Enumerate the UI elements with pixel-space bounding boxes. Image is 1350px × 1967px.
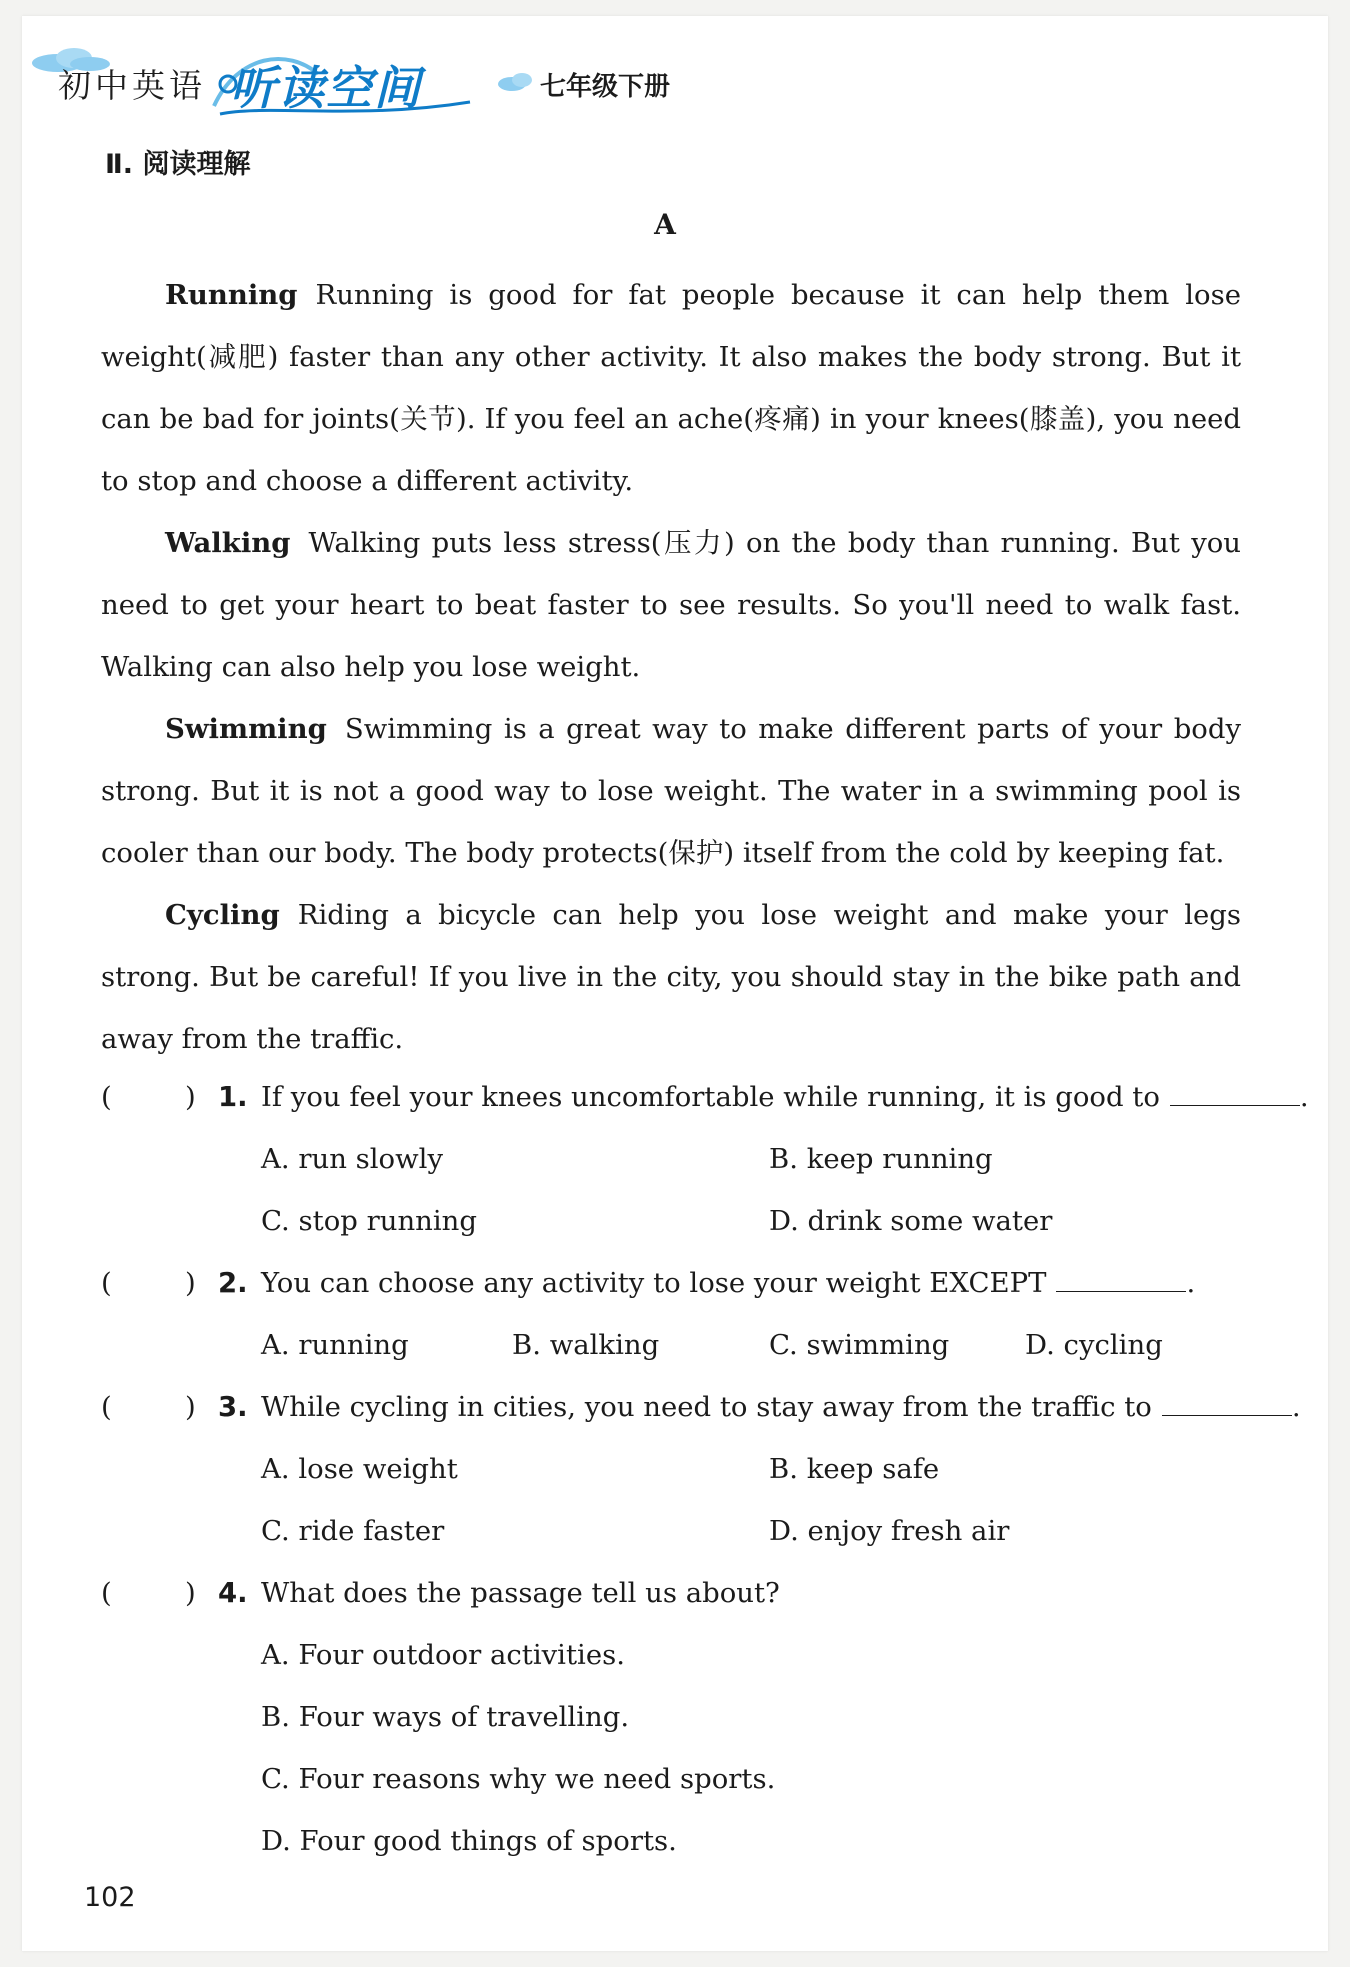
paragraph-text: Running is good for fat people because it can help them lose weight(减肥) faster than any other activity. It also makes the body strong. But it can be bad for joints(关节). If you feel an ache(疼痛) in your knees(膝盖), you need to stop and choose a different activity.	[101, 279, 1241, 497]
paragraph-term: Walking	[165, 527, 291, 559]
question-stem: While cycling in cities, you need to stay away from the traffic to .	[261, 1376, 1301, 1438]
question-4	[101, 1562, 1241, 1624]
question-2	[101, 1252, 1241, 1314]
paragraph-text: Swimming is a great way to make different parts of your body strong. But it is not a good way to lose weight. The water in a swimming pool is cooler than our body. The body protects(保护) itself from the cold by keeping fat.	[101, 713, 1241, 869]
answer-bracket-open[interactable]: (	[101, 1391, 112, 1423]
reading-passage	[101, 264, 1241, 1070]
option-c[interactable]: C. swimming	[769, 1329, 950, 1361]
grade-label: 七年级下册	[540, 72, 671, 102]
option-b[interactable]: B. Four ways of travelling.	[261, 1701, 630, 1733]
question-number: 1.	[218, 1081, 248, 1113]
question-number: 2.	[218, 1267, 248, 1299]
option-c[interactable]: C. ride faster	[261, 1515, 445, 1547]
options-row	[101, 1500, 1241, 1562]
cloud-decoration-icon	[494, 68, 538, 96]
paragraph-term: Cycling	[165, 899, 280, 931]
option-c[interactable]: C. stop running	[261, 1205, 477, 1237]
paragraph-running	[101, 264, 1241, 512]
paragraph-swimming	[101, 698, 1241, 884]
question-3	[101, 1376, 1301, 1438]
question-stem: What does the passage tell us about?	[261, 1577, 780, 1609]
question-number: 4.	[218, 1577, 248, 1609]
options-row	[101, 1314, 1241, 1376]
answer-bracket-close[interactable]: )	[185, 1391, 196, 1423]
answer-blank[interactable]	[1170, 1067, 1300, 1106]
option-a[interactable]: A. Four outdoor activities.	[261, 1639, 625, 1671]
question-1	[101, 1066, 1309, 1128]
option-c[interactable]: C. Four reasons why we need sports.	[261, 1763, 776, 1795]
options-row	[101, 1624, 1241, 1686]
question-list	[101, 1066, 1309, 1872]
question-number: 3.	[218, 1391, 248, 1423]
options-row	[101, 1190, 1241, 1252]
passage-label: A	[654, 208, 676, 241]
question-stem: You can choose any activity to lose your weight EXCEPT .	[261, 1252, 1195, 1314]
paragraph-term: Running	[165, 279, 298, 311]
paragraph-cycling	[101, 884, 1241, 1070]
answer-bracket-open[interactable]: (	[101, 1081, 112, 1113]
brand-logo-text: 听读空间	[230, 61, 422, 115]
page-number: 102	[84, 1882, 136, 1913]
options-row	[101, 1128, 1241, 1190]
question-stem: If you feel your knees uncomfortable while running, it is good to .	[261, 1066, 1309, 1128]
section-title: Ⅱ. 阅读理解	[105, 149, 251, 180]
option-a[interactable]: A. lose weight	[261, 1453, 458, 1485]
series-title: 初中英语	[58, 66, 206, 105]
answer-bracket-open[interactable]: (	[101, 1577, 112, 1609]
option-a[interactable]: A. run slowly	[261, 1143, 443, 1175]
answer-bracket-close[interactable]: )	[185, 1577, 196, 1609]
answer-bracket-open[interactable]: (	[101, 1267, 112, 1299]
paragraph-text: Riding a bicycle can help you lose weight and make your legs strong. But be careful! If you live in the city, you should stay in the bike path and away from the traffic.	[101, 899, 1241, 1055]
option-d[interactable]: D. drink some water	[769, 1205, 1053, 1237]
paragraph-walking	[101, 512, 1241, 698]
answer-blank[interactable]	[1162, 1377, 1292, 1416]
option-a[interactable]: A. running	[261, 1329, 409, 1361]
answer-bracket-close[interactable]: )	[185, 1081, 196, 1113]
option-d[interactable]: D. enjoy fresh air	[769, 1515, 1010, 1547]
option-b[interactable]: B. walking	[512, 1329, 660, 1361]
paragraph-term: Swimming	[165, 713, 327, 745]
option-d[interactable]: D. Four good things of sports.	[261, 1825, 677, 1857]
options-row	[101, 1748, 1241, 1810]
option-b[interactable]: B. keep safe	[769, 1453, 940, 1485]
paragraph-text: Walking puts less stress(压力) on the body than running. But you need to get your heart to beat faster to see results. So you'll need to walk fast. Walking can also help you lose weight.	[101, 527, 1241, 683]
options-row	[101, 1438, 1241, 1500]
options-row	[101, 1686, 1241, 1748]
answer-bracket-close[interactable]: )	[185, 1267, 196, 1299]
option-d[interactable]: D. cycling	[1025, 1329, 1163, 1361]
answer-blank[interactable]	[1056, 1253, 1186, 1292]
option-b[interactable]: B. keep running	[769, 1143, 993, 1175]
page-header	[58, 44, 758, 124]
options-row	[101, 1810, 1241, 1872]
